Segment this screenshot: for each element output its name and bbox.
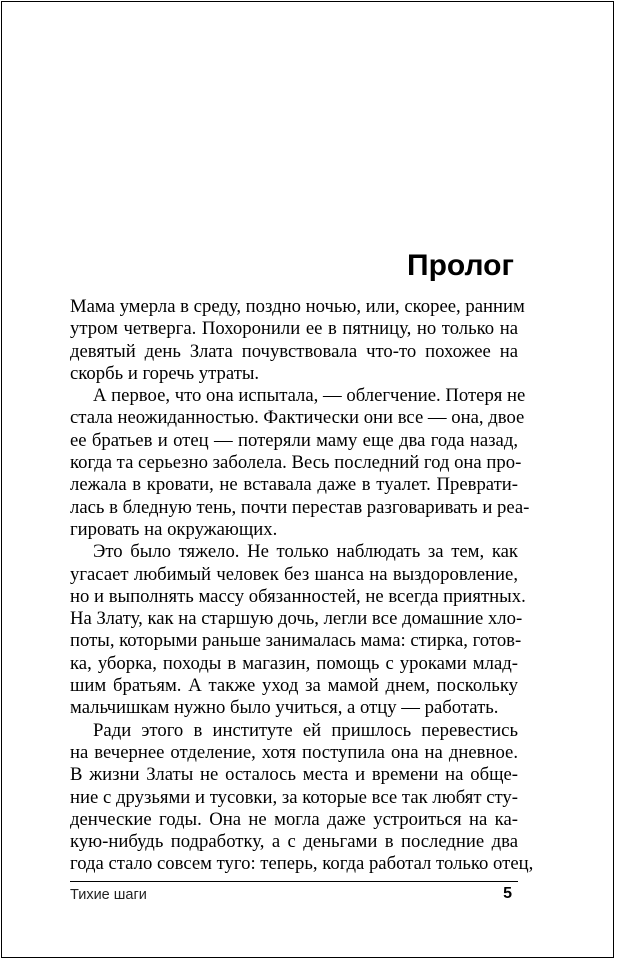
text-line: но и выполнять массу обязанностей, не всегда приятных.	[70, 585, 526, 607]
paragraph-2	[70, 385, 530, 541]
page-number: 5	[503, 885, 512, 902]
text-line: утром четверга. Похоронили ее в пятницу, но только на	[70, 318, 518, 340]
paragraph-3	[70, 541, 526, 719]
text-line: когда та серьезно заболела. Весь последний год она про-	[70, 452, 522, 474]
text-line: поты, которыми раньше занималась мама: стирка, готов-	[70, 630, 522, 652]
text-line: ка, уборка, походы в магазин, помощь с уроками млад-	[70, 652, 518, 674]
text-line: Мама умерла в среду, поздно ночью, или, скорее, ранним	[70, 296, 525, 317]
body-text	[70, 296, 534, 876]
text-line: девятый день Злата почувствовала что-то похожее на	[70, 340, 518, 362]
page-frame	[1, 1, 614, 958]
running-title: Тихие шаги	[70, 887, 147, 903]
text-line: На Злату, как на старшую дочь, легли все домашние хло-	[70, 608, 523, 630]
text-line: лежала в кровати, не вставала даже в туалет. Преврати-	[70, 474, 518, 496]
text-line: денческие годы. Она не могла даже устроиться на ка-	[70, 808, 518, 830]
text-line: года стало совсем туго: теперь, когда работал только отец,	[70, 853, 534, 875]
text-line: В жизни Златы не осталось места и времени на обще-	[70, 764, 518, 786]
text-line: кую-нибудь подработку, а с деньгами в последние два	[70, 831, 518, 853]
text-line: скорбь и горечь утраты.	[70, 362, 260, 384]
paragraph-4	[70, 719, 534, 876]
text-line: ее братьев и отец — потеряли маму еще два года назад,	[70, 429, 518, 451]
text-line: на вечернее отделение, хотя поступила она на дневное.	[70, 741, 518, 763]
text-line: лась в бледную тень, почти перестав разговаривать и реа-	[70, 496, 530, 518]
paragraph-1	[70, 296, 525, 385]
text-line: Ради этого в институте ей пришлось перевестись	[93, 719, 518, 741]
text-line: мальчишкам нужно было учиться, а отцу — работать.	[70, 697, 499, 719]
text-line: шим братьям. А также уход за мамой днем, поскольку	[70, 675, 518, 697]
text-line: ние с друзьями и тусовки, за которые все так любят сту-	[70, 786, 518, 808]
footer-rule	[70, 881, 518, 882]
text-line: гировать на окружающих.	[70, 518, 278, 540]
text-line: А первое, что она испытала, — облегчение. Потеря не	[93, 385, 526, 407]
text-line: Это было тяжело. Не только наблюдать за тем, как	[93, 541, 518, 563]
text-line: стала неожиданностью. Фактически они все — она, двое	[70, 407, 525, 429]
chapter-title: Пролог	[407, 249, 514, 282]
text-line: угасает любимый человек без шанса на выздоровление,	[70, 563, 518, 585]
